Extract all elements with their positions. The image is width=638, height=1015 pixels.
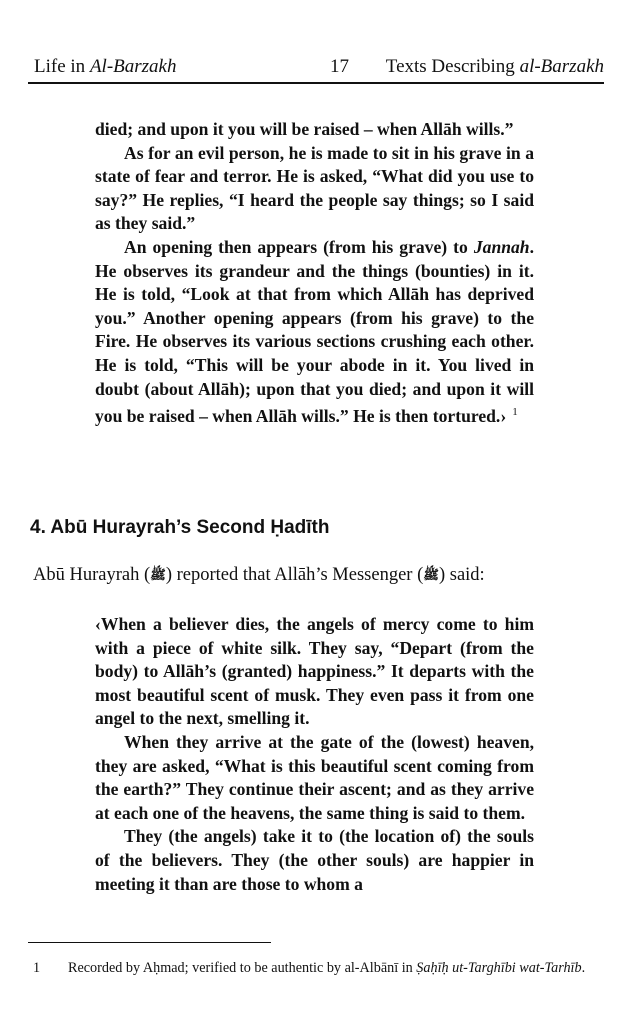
running-header-chapter-title xyxy=(386,56,604,78)
quote-paragraph: They (the angels) take it to (the location of) the souls of the believers. They (the other souls) are happier in meeting it than are those to whom a xyxy=(95,826,534,894)
quote-paragraph: died; and upon it you will be raised – when Allāh wills.” xyxy=(95,119,514,139)
quote-paragraph: As for an evil person, he is made to sit in his grave in a state of fear and terror. He is asked, “What did you use to say?” He replies, “I heard the people say things; so I said as they said.” xyxy=(95,142,534,234)
quote-paragraph xyxy=(95,236,534,429)
book-title-prefix: Life in xyxy=(34,56,90,77)
running-header-book-title xyxy=(34,56,176,78)
quote-text: . He observes its grandeur and the things (bounties) in it. He is told, “Look at that from which Allāh has deprived you.” Another opening appears (from his grave) to the Fire. He observes its various sections crushing each other. He is told, “This will be your abode in it. You lived in doubt (about Allāh); upon that you died; and upon it will you be raised – when Allāh wills.” He is then tortured.› xyxy=(95,236,534,426)
footnote-text-plain: . xyxy=(581,960,586,976)
hadith-quote xyxy=(95,613,534,896)
footnote xyxy=(33,956,598,980)
hadith-quote-continued xyxy=(95,118,534,429)
quote-paragraph: When they arrive at the gate of the (lowest) heaven, they are asked, “What is this beautiful scent coming from the earth?” They continue their ascent; and as they arrive at each one of the heavens, the same thing is said to them. xyxy=(95,731,534,823)
book-title-italic: Al-Barzakh xyxy=(89,56,177,77)
quote-text: An opening then appears (from his grave) to xyxy=(124,236,474,257)
honorific-glyph: ﷺ xyxy=(150,567,166,582)
footnote-reference[interactable]: 1 xyxy=(512,406,518,419)
page-number: 17 xyxy=(330,56,349,77)
intro-text: Abū Hurayrah ( xyxy=(33,565,151,585)
narration-intro xyxy=(33,565,598,586)
chapter-title-prefix: Texts Describing xyxy=(385,56,520,77)
section-heading: 4. Abū Hurayrah’s Second Ḥadīth xyxy=(30,517,330,538)
intro-text: ) reported that Allāh’s Messenger ( xyxy=(165,565,424,585)
footnote-number: 1 xyxy=(33,960,41,976)
footnote-text xyxy=(68,956,598,980)
quote-italic-term: Jannah xyxy=(473,236,530,257)
footnote-divider xyxy=(28,942,271,943)
running-header xyxy=(28,54,604,84)
honorific-glyph: ﷺ xyxy=(423,567,439,582)
intro-text: ) said: xyxy=(438,565,485,585)
footnote-source-title: Ṣaḥīḥ ut-Targhībi wat-Tarhīb xyxy=(416,960,582,976)
footnote-text-plain: Recorded by Aḥmad; verified to be authentic by al-Albānī in xyxy=(68,960,417,976)
chapter-title-italic: al-Barzakh xyxy=(519,56,604,77)
quote-paragraph: ‹When a believer dies, the angels of mercy come to him with a piece of white silk. They say, “Depart (from the body) to Allāh’s (granted) happiness.” It departs with the most beautiful scent of musk. They even pass it from one angel to the next, smelling it. xyxy=(95,614,534,729)
